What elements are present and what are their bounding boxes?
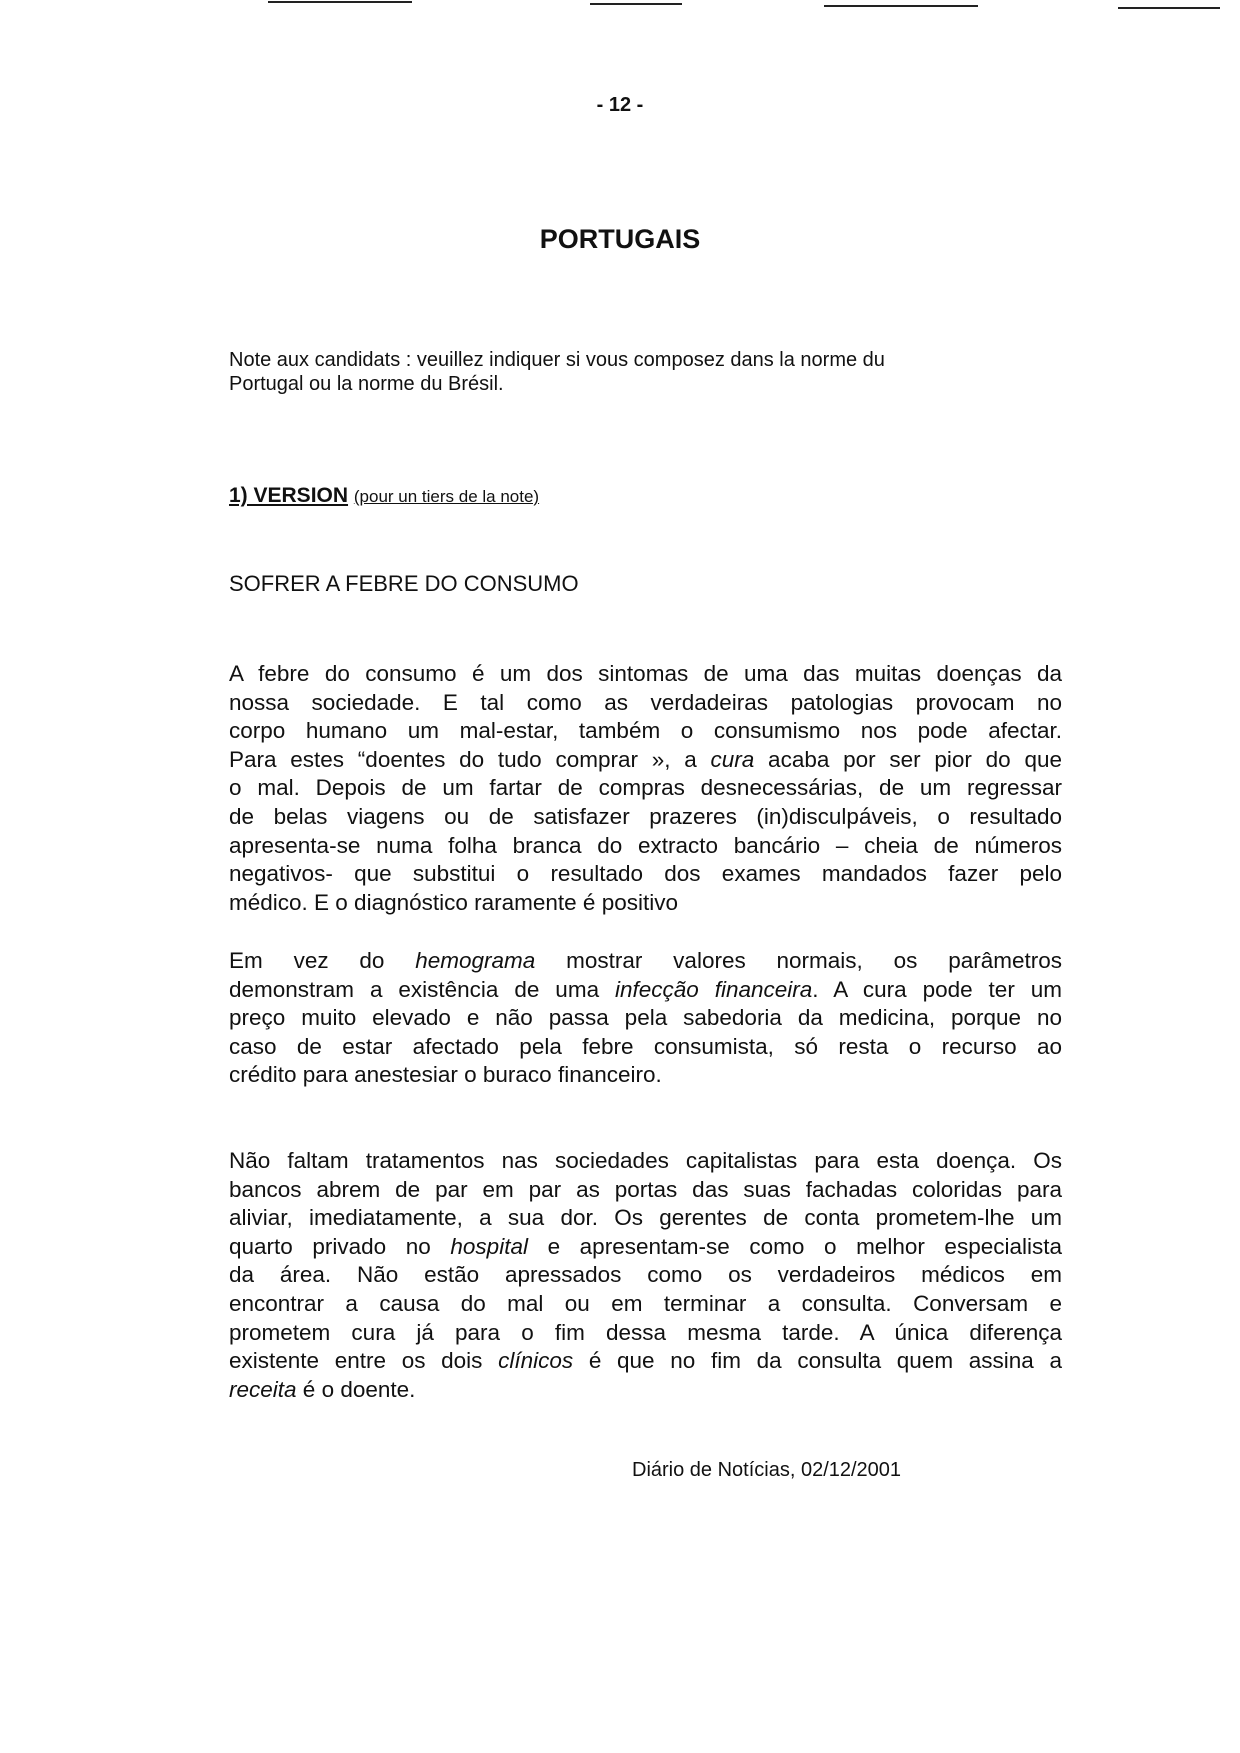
text-line: [229, 889, 1062, 918]
text-segment: é o doente.: [296, 1376, 416, 1402]
text-segment: Em vez do: [229, 948, 416, 973]
article-paragraph: [229, 947, 1062, 1090]
text-line: [229, 1204, 1062, 1233]
note-line-1: Note aux candidats : veuillez indiquer si vous composez dans la norme du: [229, 349, 885, 371]
text-line: [229, 832, 1062, 861]
scan-artifact-line: [824, 5, 978, 7]
text-line: [229, 1061, 1062, 1090]
note-line-2: Portugal ou la norme du Brésil.: [229, 373, 504, 395]
scan-artifact-line: [268, 1, 412, 3]
text-segment: demonstram a existência de uma: [229, 976, 615, 1002]
text-line: [229, 746, 1062, 775]
italic-text: infecção financeira: [615, 976, 813, 1002]
section-heading: [229, 484, 539, 508]
text-line: [229, 1376, 1062, 1405]
text-segment: aliviar, imediatamente, a sua dor. Os gerentes de conta prometem-lhe um: [229, 1205, 1062, 1231]
text-line: [229, 689, 1062, 718]
text-line: [229, 1233, 1062, 1262]
text-segment: é que no fim da consulta quem assina a: [573, 1348, 1062, 1374]
section-label: 1) VERSION: [229, 484, 349, 507]
text-segment: quarto privado no: [229, 1233, 451, 1259]
page-title: PORTUGAIS: [539, 224, 701, 254]
section-sublabel: (pour un tiers de la note): [353, 487, 540, 506]
scan-artifact-line: [1118, 7, 1220, 9]
text-line: [229, 947, 1062, 976]
text-segment: negativos- que substitui o resultado dos exames mandados fazer pelo: [229, 861, 1062, 887]
text-line: [229, 1147, 1062, 1176]
text-segment: A febre do consumo é um dos sintomas de uma das muitas doenças da: [229, 661, 1062, 686]
text-segment: corpo humano um mal-estar, também o consumismo nos pode afectar.: [229, 718, 1062, 744]
text-line: [229, 976, 1062, 1005]
text-segment: encontrar a causa do mal ou em terminar a consulta. Conversam e: [229, 1290, 1062, 1316]
text-line: [229, 1290, 1062, 1319]
page-number: - 12 -: [596, 94, 644, 116]
text-line: [229, 717, 1062, 746]
scan-artifact-line: [590, 3, 682, 5]
text-segment: Não faltam tratamentos nas sociedades capitalistas para esta doença. Os: [229, 1148, 1062, 1173]
text-segment: . A cura pode ter um: [812, 976, 1062, 1002]
text-segment: da área. Não estão apressados como os verdadeiros médicos em: [229, 1262, 1062, 1288]
text-line: [229, 660, 1062, 689]
article-source: Diário de Notícias, 02/12/2001: [632, 1459, 902, 1481]
text-line: [229, 1176, 1062, 1205]
text-segment: crédito para anestesiar o buraco financeiro.: [229, 1062, 662, 1088]
article-headline: SOFRER A FEBRE DO CONSUMO: [229, 571, 579, 596]
text-segment: apresenta-se numa folha branca do extracto bancário – cheia de números: [229, 832, 1062, 858]
text-segment: médico. E o diagnóstico raramente é positivo: [229, 889, 678, 915]
text-segment: o mal. Depois de um fartar de compras desnecessárias, de um regressar: [229, 775, 1062, 801]
text-segment: acaba por ser pior do que: [754, 746, 1062, 772]
text-line: [229, 1319, 1062, 1348]
text-line: [229, 1347, 1062, 1376]
text-line: [229, 1261, 1062, 1290]
italic-text: hemograma: [415, 948, 536, 973]
italic-text: cura: [710, 746, 755, 772]
text-segment: preço muito elevado e não passa pela sabedoria da medicina, porque no: [229, 1005, 1062, 1031]
text-line: [229, 1033, 1062, 1062]
text-segment: de belas viagens ou de satisfazer prazeres (in)disculpáveis, o resultado: [229, 803, 1062, 829]
article-paragraph: [229, 660, 1062, 917]
text-segment: mostrar valores normais, os parâmetros: [535, 948, 1062, 973]
italic-text: clínicos: [498, 1348, 574, 1374]
text-segment: Para estes “doentes do tudo comprar », a: [229, 746, 711, 772]
article-paragraph: [229, 1147, 1062, 1404]
italic-text: hospital: [450, 1233, 528, 1259]
text-segment: prometem cura já para o fim dessa mesma tarde. A única diferença: [229, 1319, 1062, 1345]
text-segment: e apresentam-se como o melhor especialista: [527, 1233, 1062, 1259]
text-line: [229, 860, 1062, 889]
text-line: [229, 1004, 1062, 1033]
text-segment: caso de estar afectado pela febre consumista, só resta o recurso ao: [229, 1033, 1062, 1059]
italic-text: receita: [229, 1376, 297, 1402]
text-line: [229, 803, 1062, 832]
text-segment: existente entre os dois: [229, 1348, 499, 1374]
text-line: [229, 774, 1062, 803]
text-segment: bancos abrem de par em par as portas das suas fachadas coloridas para: [229, 1176, 1062, 1202]
text-segment: nossa sociedade. E tal como as verdadeiras patologias provocam no: [229, 689, 1062, 715]
